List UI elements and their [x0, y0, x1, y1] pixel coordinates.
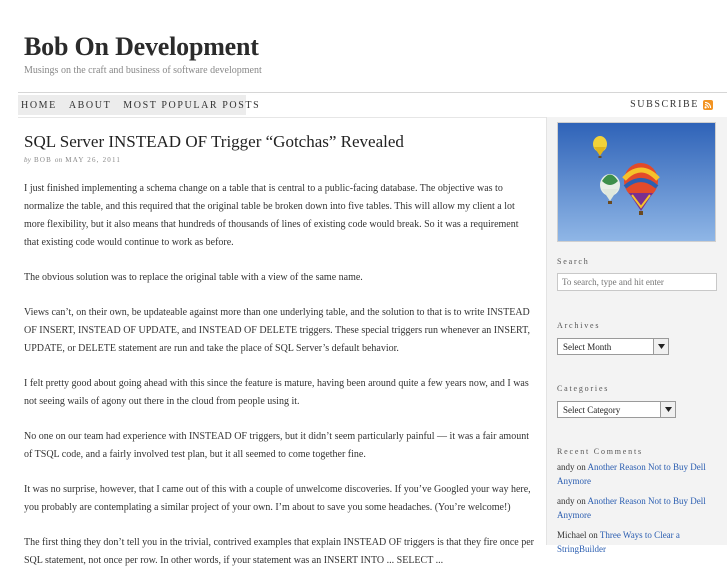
post-paragraph: The obvious solution was to replace the original table with a view of the same name. [24, 272, 363, 283]
search-widget-title: Search [557, 257, 590, 266]
categories-select-value: Select Category [563, 404, 621, 415]
categories-dropdown-button[interactable] [660, 402, 675, 417]
comment-author: andy [557, 496, 575, 506]
archives-dropdown-button[interactable] [653, 339, 668, 354]
recent-comment [557, 494, 717, 522]
triangle-down-icon [658, 344, 665, 349]
post-content [24, 180, 536, 587]
rss-icon [703, 100, 713, 110]
nav-home[interactable]: HOME [21, 99, 57, 111]
comment-author: Michael [557, 530, 587, 540]
byline-author[interactable]: BOB [33, 156, 52, 164]
nav-most-popular-posts[interactable]: MOST POPULAR POSTS [123, 99, 261, 111]
post-paragraph: I just finished implementing a schema change on a table that is central to a public-facing database. The objective was to normalize the table, and this required that the original table be broken down into five tables. This will allow my client a lot more flexibility, but it also means that hundreds of thousands of lines of existing code would break. So it was a requirement that existing code would continue to work as before. [24, 183, 519, 248]
comment-post-link[interactable]: Three Ways to Clear a StringBuilder [557, 530, 680, 554]
triangle-down-icon [665, 407, 672, 412]
recent-comments-list [557, 460, 717, 562]
comment-post-link[interactable]: Another Reason Not to Buy Dell Anymore [557, 462, 706, 486]
recent-comments-widget-title: Recent Comments [557, 447, 643, 456]
byline-by: by [24, 156, 32, 164]
comment-on: on [588, 530, 598, 540]
sidebar-balloons-photo [557, 122, 716, 242]
archives-widget-title: Archives [557, 321, 601, 330]
post-title[interactable]: SQL Server INSTEAD OF Trigger “Gotchas” Revealed [24, 132, 404, 151]
subscribe-label: SUBSCRIBE [630, 99, 699, 110]
comment-on: on [576, 462, 586, 472]
site-tagline: Musings on the craft and business of software development [24, 65, 262, 76]
post-paragraph: I felt pretty good about going ahead with this since the feature is mature, having been around quite a few years now, and I was not seeing wails of agony out there in the cloud from people using it. [24, 378, 529, 407]
categories-widget-title: Categories [557, 384, 610, 393]
sidebar-divider [546, 117, 547, 545]
post-byline [24, 156, 121, 164]
categories-select[interactable] [557, 401, 676, 418]
post-paragraph: It was no surprise, however, that I came out of this with a couple of unwelcome discoveries. If you’ve Googled your way here, you probably are contemplating a similar project of your own. I’m about to save you some headaches. (You’re welcome!) [24, 484, 531, 513]
comment-post-link[interactable]: Another Reason Not to Buy Dell Anymore [557, 496, 706, 520]
post-paragraph: The first thing they don’t tell you in the trivial, contrived examples that explain INSTEAD OF triggers is that they fire once per SQL statement, not once per row. In other words, if your statement was an INSERT INTO ... SELECT ... [24, 537, 534, 566]
recent-comment [557, 528, 717, 556]
recent-comment [557, 460, 717, 488]
nav-top-rule [18, 92, 727, 93]
comment-author: andy [557, 462, 575, 472]
archives-select-value: Select Month [563, 341, 612, 352]
search-input[interactable] [557, 273, 717, 291]
byline-date: MAY 26, 2011 [65, 156, 122, 164]
site-title[interactable]: Bob On Development [24, 32, 259, 61]
subscribe-link[interactable] [630, 99, 713, 110]
post-paragraph: No one on our team had experience with INSTEAD OF triggers, but it didn’t seem particularly painful — it was a fair amount of TSQL code, and a fairly involved test plan, but it all seemed to come together fine. [24, 431, 529, 460]
main-nav [18, 95, 261, 115]
byline-on: on [54, 156, 63, 164]
comment-on: on [576, 496, 586, 506]
nav-about[interactable]: ABOUT [68, 99, 112, 111]
post-paragraph: Views can’t, on their own, be updateable against more than one underlying table, and the solution to that is to write INSTEAD OF INSERT, INSTEAD OF UPDATE, and INSTEAD OF DELETE triggers. These special triggers run whenever an INSERT, UPDATE, or DELETE statement are run and take the place of SQL Server’s default behavior. [24, 307, 530, 354]
archives-select[interactable] [557, 338, 669, 355]
